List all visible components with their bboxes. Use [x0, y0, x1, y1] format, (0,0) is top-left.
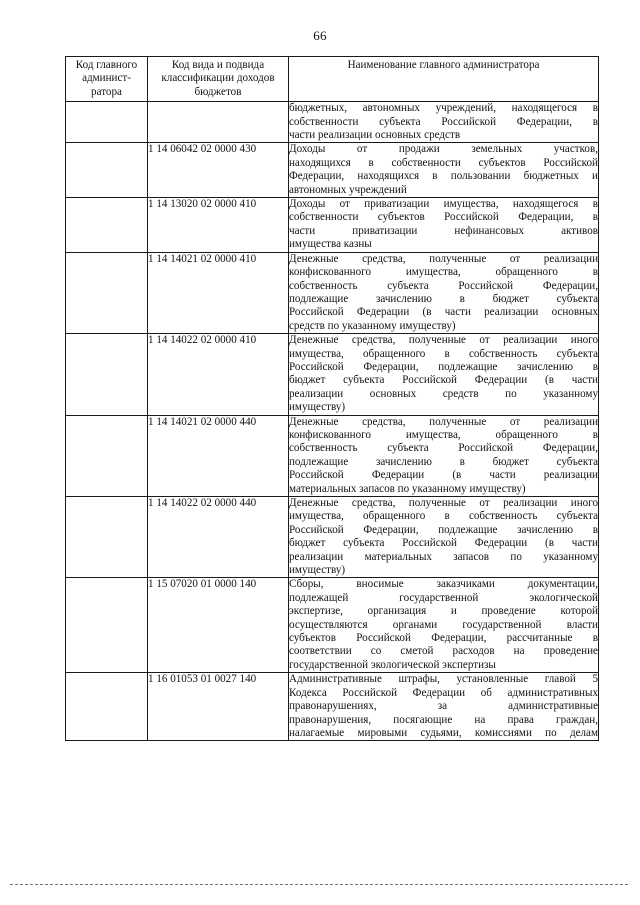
name-text-line: бюджет субъекта Российской Федерации (в части [289, 537, 598, 550]
name-text-line: Доходы от приватизации имущества, находящегося в [289, 198, 598, 211]
admin-code-cell [66, 102, 148, 143]
header-row [66, 57, 599, 102]
table-row [66, 198, 599, 253]
table-row [66, 673, 599, 741]
admin-code-cell [66, 143, 148, 198]
name-text-line: собственности субъектов Российской Федерации, в [289, 211, 598, 224]
admin-code-cell [66, 673, 148, 741]
name-text-line: Федерации, находящихся в пользовании бюджетных и [289, 170, 598, 183]
table-row [66, 415, 599, 496]
name-text-line: имущества, обращенного в собственность субъекта [289, 510, 598, 523]
table-body [66, 102, 599, 741]
table-header [66, 57, 599, 102]
administrator-name-cell [289, 334, 599, 415]
name-text-line: бюджетных, автономных учреждений, находящегося в [289, 102, 598, 115]
name-text-line: Денежные средства, полученные от реализации иного [289, 497, 598, 509]
name-text-line: конфискованного имущества, обращенного в [289, 428, 598, 441]
table-row [66, 143, 599, 198]
table-row [66, 497, 599, 578]
name-text-line: Денежные средства, полученные от реализации [289, 252, 598, 265]
name-text-line: бюджет субъекта Российской Федерации (в части [289, 374, 598, 387]
name-text-line: собственность субъекта Российской Федерации, [289, 442, 598, 455]
name-text-line: автономных учреждений [289, 183, 407, 196]
revenue-code-cell: 1 14 14021 02 0000 440 [148, 415, 289, 496]
administrator-name-cell [289, 102, 599, 143]
name-text-line: осуществляются органами государственной власти [289, 618, 598, 631]
admin-code-cell [66, 578, 148, 673]
revenue-code-cell [148, 102, 289, 143]
name-text-line: имущества казны [289, 238, 372, 251]
revenue-code-cell: 1 16 01053 01 0027 140 [148, 673, 289, 741]
name-text-line: Российской Федерации, подлежащие зачислению в [289, 360, 598, 373]
administrator-name-cell [289, 497, 599, 578]
name-text-line: соответствии со сметой расходов на проведение [289, 645, 598, 658]
revenue-code-cell: 1 14 06042 02 0000 430 [148, 143, 289, 198]
header-admin-code: Код главного админист- ратора [66, 57, 148, 102]
name-text-line: Российской Федерации (в части реализации [289, 469, 598, 482]
revenue-code-cell: 1 14 13020 02 0000 410 [148, 198, 289, 253]
name-text-line: Кодекса Российской Федерации об административных [289, 686, 598, 699]
admin-code-cell [66, 497, 148, 578]
administrator-name-cell [289, 143, 599, 198]
admin-code-cell [66, 252, 148, 333]
name-text-line: Доходы от продажи земельных участков, [289, 143, 598, 156]
name-text-line: правонарушения, посягающие на права граждан, [289, 713, 598, 726]
name-text-line: реализации материальных запасов по указанному [289, 550, 598, 563]
header-administrator-name: Наименование главного администратора [289, 57, 599, 102]
administrator-name-cell [289, 415, 599, 496]
name-text-line: средств по указанному имуществу) [289, 319, 456, 332]
table-row [66, 252, 599, 333]
name-text-line: имущества, обращенного в собственность субъекта [289, 347, 598, 360]
name-text-line: находящихся в собственности субъектов Российской [289, 156, 598, 169]
name-text-line: части приватизации нефинансовых активов [289, 224, 598, 237]
name-text-line: материальных запасов по указанному имуществу) [289, 482, 526, 495]
name-text-line: государственной экологической экспертизы [289, 658, 496, 671]
admin-code-cell [66, 334, 148, 415]
name-text-line: реализации основных средств по указанному [289, 387, 598, 400]
name-text-line: Денежные средства, полученные от реализации [289, 415, 598, 428]
administrator-name-cell [289, 198, 599, 253]
name-text-line: Российской Федерации (в части реализации основных [289, 306, 598, 319]
table-row [66, 102, 599, 143]
administrator-name-cell [289, 578, 599, 673]
name-text-line: имуществу) [289, 401, 346, 414]
scan-footer-rule [10, 884, 628, 885]
name-text-line: экспертизе, организация и проведение которой [289, 605, 598, 618]
header-revenue-code: Код вида и подвида классификации доходов бюджетов [148, 57, 289, 102]
revenue-code-cell: 1 14 14022 02 0000 410 [148, 334, 289, 415]
page-number: 66 [313, 28, 327, 43]
administrator-name-cell [289, 673, 599, 741]
table-row [66, 334, 599, 415]
name-text-line: субъектов Российской Федерации, рассчитанные в [289, 632, 598, 645]
name-text-line: правонарушениях, за административные [289, 700, 598, 713]
table-row [66, 578, 599, 673]
revenue-classification-table [65, 56, 599, 741]
admin-code-cell [66, 415, 148, 496]
name-text-line: подлежащей государственной экологической [289, 591, 598, 604]
name-text-line: Российской Федерации, подлежащие зачислению в [289, 523, 598, 536]
administrator-name-cell [289, 252, 599, 333]
name-text-line: Административные штрафы, установленные главой 5 [289, 673, 598, 686]
name-text-line: собственность субъекта Российской Федерации, [289, 279, 598, 292]
name-text-line: конфискованного имущества, обращенного в [289, 266, 598, 279]
name-text-line: части реализации основных средств [289, 129, 461, 142]
name-text-line: имуществу) [289, 564, 346, 577]
name-text-line: налагаемые мировыми судьями, комиссиями по делам [289, 726, 598, 739]
name-text-line: Денежные средства, полученные от реализации иного [289, 334, 598, 347]
name-text-line: Сборы, вносимые заказчиками документации, [289, 578, 598, 591]
name-text-line: подлежащие зачислению в бюджет субъекта [289, 455, 598, 468]
admin-code-cell [66, 198, 148, 253]
revenue-code-cell: 1 15 07020 01 0000 140 [148, 578, 289, 673]
revenue-code-cell: 1 14 14022 02 0000 440 [148, 497, 289, 578]
name-text-line: собственности субъекта Российской Федерации, в [289, 115, 598, 128]
name-text-line: подлежащие зачислению в бюджет субъекта [289, 292, 598, 305]
revenue-code-cell: 1 14 14021 02 0000 410 [148, 252, 289, 333]
